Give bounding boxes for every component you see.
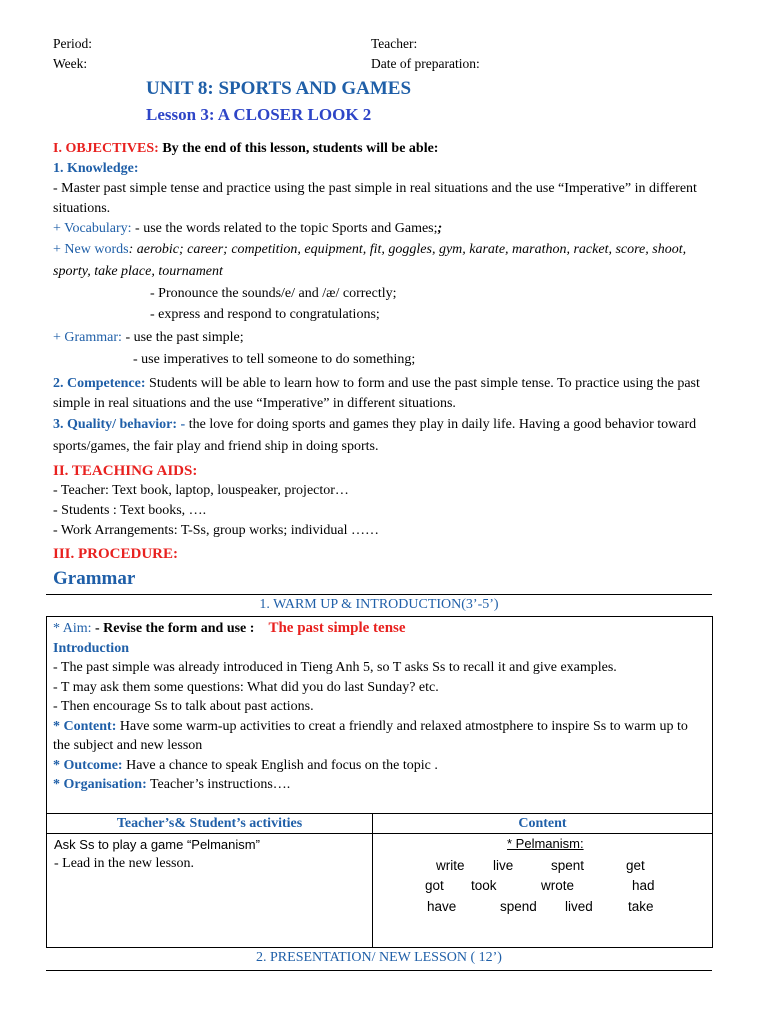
grammar-heading: Grammar [53, 568, 136, 589]
aim-topic: The past simple tense [268, 620, 406, 636]
aids-item: - Students : Text books, …. [53, 503, 207, 518]
objectives-line [53, 139, 713, 159]
express-text: - express and respond to congratulations; [150, 307, 380, 322]
word-card: took [471, 878, 497, 893]
activity-1: Ask Ss to play a game “Pelmanism” [54, 837, 260, 852]
outcome-label: * Outcome: [53, 757, 123, 773]
competence-heading: 2. Competence: [53, 376, 146, 391]
outcome-text: Have a chance to speak English and focus on the topic . [122, 757, 438, 773]
table-header-row [47, 813, 712, 831]
word-card: had [632, 878, 655, 893]
quality-line [53, 414, 713, 458]
vocab-text: - use the words related to the topic Sports and Games; [131, 221, 438, 236]
objectives-heading: I. OBJECTIVES: [53, 141, 159, 156]
org-text: Teacher’s instructions…. [146, 777, 291, 792]
aids-item: - Work Arrangements: T-Ss, group works; individual …… [53, 523, 380, 538]
week-label: Week: [53, 56, 88, 71]
intro-line: - Then encourage Ss to talk about past actions. [53, 699, 314, 714]
vocab-semi: ; [437, 221, 443, 236]
competence-line [53, 374, 713, 414]
knowledge-text: - Master past simple tense and practice using the past simple in real situations and the use “Imperative” in different situations. [53, 181, 697, 216]
pronounce-text: - Pronounce the sounds/e/ and /æ/ correctly; [150, 286, 397, 301]
intro-line: - T may ask them some questions: What did you do last Sunday? etc. [53, 679, 439, 695]
table-body-row [47, 833, 712, 834]
newwords-label: + New words [53, 242, 129, 257]
word-card: take [628, 899, 654, 914]
vocab-line [53, 219, 713, 239]
presentation-title: 2. PRESENTATION/ NEW LESSON ( 12’) [46, 946, 712, 971]
content-label: * Content: [53, 718, 117, 734]
col-content-header: Content [518, 816, 567, 831]
aim-line [53, 619, 707, 639]
grammar-line [53, 328, 713, 348]
aids-heading: II. TEACHING AIDS: [53, 463, 198, 479]
word-card: get [626, 858, 645, 873]
lesson-plan-page [53, 36, 713, 591]
period-label: Period: [53, 36, 92, 51]
warmup-title: 1. WARM UP & INTRODUCTION(3’-5’) [259, 597, 499, 612]
content-line [53, 717, 707, 756]
quality-text: the love for doing sports and games they play in daily life. Having a good behavior toward sports/games, the fair play and friend ship in doing sports. [53, 417, 697, 454]
org-label: * Organisation: [53, 777, 147, 792]
lesson-title: Lesson 3: A CLOSER LOOK 2 [146, 105, 372, 124]
word-card: live [493, 858, 514, 873]
intro-heading: Introduction [53, 640, 129, 656]
header-row-1 [53, 36, 713, 56]
imperatives-text: - use imperatives to tell someone to do something; [133, 352, 416, 367]
date-prep-label: Date of preparation: [371, 56, 480, 71]
column-divider [372, 813, 373, 947]
newwords-text: : aerobic; career; competition, equipment, fit, goggles, gym, karate, marathon, racket, score, shoot, sporty, take place, tournament [53, 242, 687, 279]
aim-label: * Aim: [53, 621, 92, 636]
word-card: have [427, 899, 457, 914]
word-card: wrote [541, 878, 575, 893]
pelmanism-title: * Pelmanism: [507, 836, 584, 851]
header-row-2 [53, 56, 713, 76]
word-card: spent [551, 858, 585, 873]
knowledge-heading: 1. Knowledge: [53, 161, 139, 176]
warmup-box [46, 616, 713, 948]
content-text: Have some warm-up activities to creat a friendly and relaxed atmostphere to inspire Ss to warm up to the subject and new lesson [53, 718, 688, 753]
newwords-line [53, 239, 713, 283]
word-card: lived [565, 899, 593, 914]
objectives-intro: By the end of this lesson, students will be able: [158, 141, 439, 156]
aim-text: - Revise the form and use : [91, 621, 255, 636]
activity-2: - Lead in the new lesson. [54, 856, 194, 871]
quality-heading: 3. Quality/ behavior: - [53, 417, 186, 432]
vocab-label: + Vocabulary: [53, 221, 132, 236]
word-card: write [436, 858, 465, 873]
col-activities-header: Teacher’s& Student’s activities [116, 816, 303, 831]
word-card: spend [500, 899, 537, 914]
competence-text: Students will be able to learn how to form and use the past simple tense. To practice using the past simple in real situations and the use “Imperative” in different situations. [53, 376, 700, 411]
grammar-label: + Grammar: [53, 330, 122, 345]
grammar-text: - use the past simple; [121, 330, 244, 345]
word-card: got [425, 878, 444, 893]
outcome-line [53, 756, 707, 776]
aids-item: - Teacher: Text book, laptop, louspeaker, projector… [53, 483, 349, 498]
divider [46, 594, 712, 595]
org-line [53, 775, 707, 795]
procedure-heading: III. PROCEDURE: [53, 546, 179, 562]
unit-title: UNIT 8: SPORTS AND GAMES [146, 78, 412, 99]
intro-line: - The past simple was already introduced in Tieng Anh 5, so T asks Ss to recall it and give examples. [53, 660, 617, 675]
teacher-label: Teacher: [371, 36, 418, 51]
